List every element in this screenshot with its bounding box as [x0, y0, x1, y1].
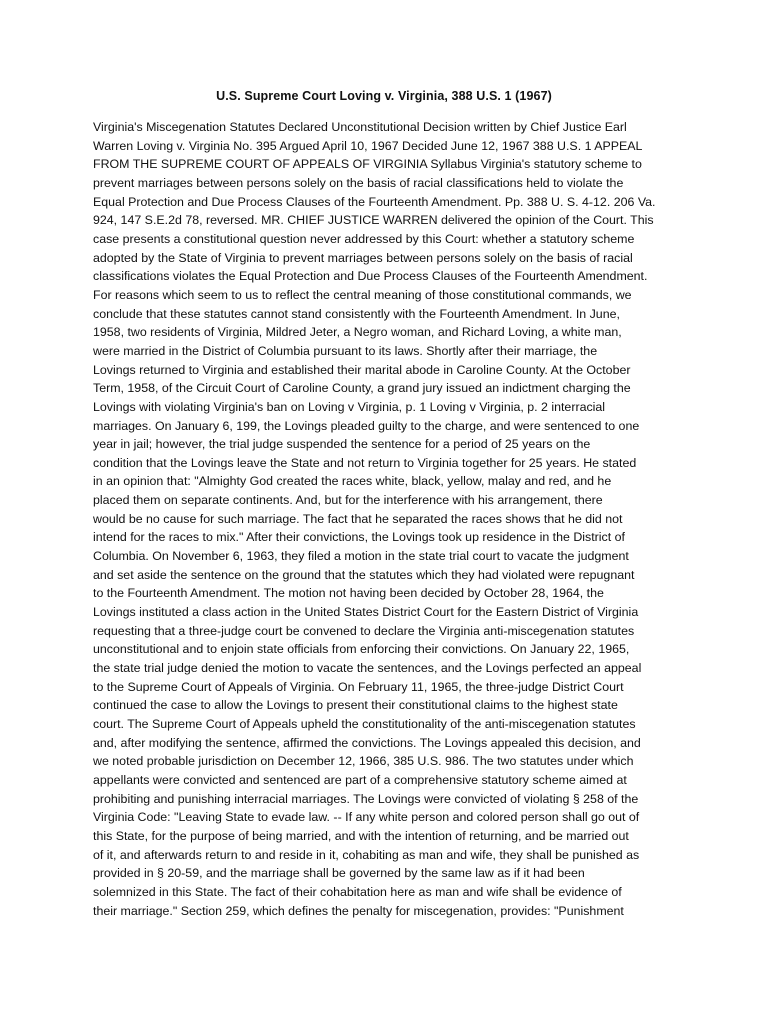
body-line: we noted probable jurisdiction on December 12, 1966, 385 U.S. 986. The two statutes under which: [93, 754, 634, 769]
body-line: year in jail; however, the trial judge suspended the sentence for a period of 25 years on the: [93, 437, 591, 452]
body-line: Warren Loving v. Virginia No. 395 Argued April 10, 1967 Decided June 12, 1967 388 U.S. 1 APPEAL: [93, 138, 643, 153]
body-line: this State, for the purpose of being married, and with the intention of returning, and be married out: [93, 828, 629, 843]
body-line: 924, 147 S.E.2d 78, reversed. MR. CHIEF JUSTICE WARREN delivered the opinion of the Court. This: [93, 213, 654, 228]
body-line: their marriage." Section 259, which defines the penalty for miscegenation, provides: "Punishment: [93, 903, 624, 918]
body-line: Equal Protection and Due Process Clauses of the Fourteenth Amendment. Pp. 388 U. S. 4-12. 206 Va.: [93, 194, 656, 209]
body-line: and set aside the sentence on the ground that the statutes which they had violated were repugnant: [93, 567, 635, 582]
body-line: Term, 1958, of the Circuit Court of Caroline County, a grand jury issued an indictment charging the: [93, 381, 631, 396]
body-line: provided in § 20-59, and the marriage shall be governed by the same law as if it had been: [93, 866, 585, 881]
body-line: classifications violates the Equal Protection and Due Process Clauses of the Fourteenth Amendment.: [93, 269, 648, 284]
body-line: would be no cause for such marriage. The fact that he separated the races shows that he did not: [93, 511, 623, 526]
body-line: Lovings instituted a class action in the United States District Court for the Eastern District of Virginia: [93, 605, 639, 620]
body-line: FROM THE SUPREME COURT OF APPEALS OF VIRGINIA Syllabus Virginia's statutory scheme to: [93, 157, 642, 172]
body-line: requesting that a three-judge court be convened to declare the Virginia anti-miscegenation statutes: [93, 623, 635, 638]
body-line: appellants were convicted and sentenced are part of a comprehensive statutory scheme aimed at: [93, 772, 627, 787]
body-line: Columbia. On November 6, 1963, they filed a motion in the state trial court to vacate the judgment: [93, 549, 629, 564]
body-line: to the Supreme Court of Appeals of Virginia. On February 11, 1965, the three-judge District Court: [93, 679, 624, 694]
body-line: in an opinion that: "Almighty God created the races white, black, yellow, malay and red, and he: [93, 474, 612, 489]
body-line: prohibiting and punishing interracial marriages. The Lovings were convicted of violating § 258 of the: [93, 791, 639, 806]
body-line: placed them on separate continents. And, but for the interference with his arrangement, there: [93, 493, 603, 508]
document-title: U.S. Supreme Court Loving v. Virginia, 388 U.S. 1 (1967): [216, 89, 552, 103]
body-line: adopted by the State of Virginia to prevent marriages between persons solely on the basis of racial: [93, 250, 633, 265]
body-line: Lovings returned to Virginia and established their marital abode in Caroline County. At the October: [93, 362, 631, 377]
body-line: unconstitutional and to enjoin state officials from enforcing their convictions. On January 22, 1965,: [93, 642, 630, 657]
body-line: Lovings with violating Virginia's ban on Loving v Virginia, p. 1 Loving v Virginia, p. 2 interracial: [93, 399, 606, 414]
body-line: marriages. On January 6, 199, the Lovings pleaded guilty to the charge, and were sentenced to one: [93, 418, 640, 433]
body-line: continued the case to allow the Lovings to present their constitutional claims to the highest state: [93, 698, 618, 713]
body-line: prevent marriages between persons solely on the basis of racial classifications held to violate the: [93, 175, 624, 190]
body-line: court. The Supreme Court of Appeals upheld the constitutionality of the anti-miscegenation statutes: [93, 717, 636, 731]
body-line: Virginia's Miscegenation Statutes Declared Unconstitutional Decision written by Chief Justice Earl: [93, 120, 627, 134]
body-line: For reasons which seem to us to reflect the central meaning of those constitutional commands, we: [93, 287, 632, 302]
body-line: conclude that these statutes cannot stand consistently with the Fourteenth Amendment. In June,: [93, 306, 620, 321]
body-line: case presents a constitutional question never addressed by this Court: whether a statutory scheme: [93, 231, 635, 246]
body-line: to the Fourteenth Amendment. The motion not having been decided by October 28, 1964, the: [93, 586, 604, 601]
body-line: were married in the District of Columbia pursuant to its laws. Shortly after their marriage, the: [93, 343, 598, 358]
document-body: [93, 118, 673, 920]
body-line: of it, and afterwards return to and reside in it, cohabiting as man and wife, they shall be punished as: [93, 847, 640, 862]
body-line: 1958, two residents of Virginia, Mildred Jeter, a Negro woman, and Richard Loving, a white man,: [93, 325, 622, 340]
body-line: Virginia Code: "Leaving State to evade law. -- If any white person and colored person shall go out of: [93, 810, 640, 825]
body-line: and, after modifying the sentence, affirmed the convictions. The Lovings appealed this decision, and: [93, 735, 641, 750]
body-line: the state trial judge denied the motion to vacate the sentences, and the Lovings perfected an appeal: [93, 661, 642, 676]
body-line: solemnized in this State. The fact of their cohabitation here as man and wife shall be evidence of: [93, 884, 622, 899]
body-line: condition that the Lovings leave the State and not return to Virginia together for 25 years. He stated: [93, 455, 637, 470]
body-line: intend for the races to mix." After their convictions, the Lovings took up residence in the District of: [93, 530, 625, 545]
